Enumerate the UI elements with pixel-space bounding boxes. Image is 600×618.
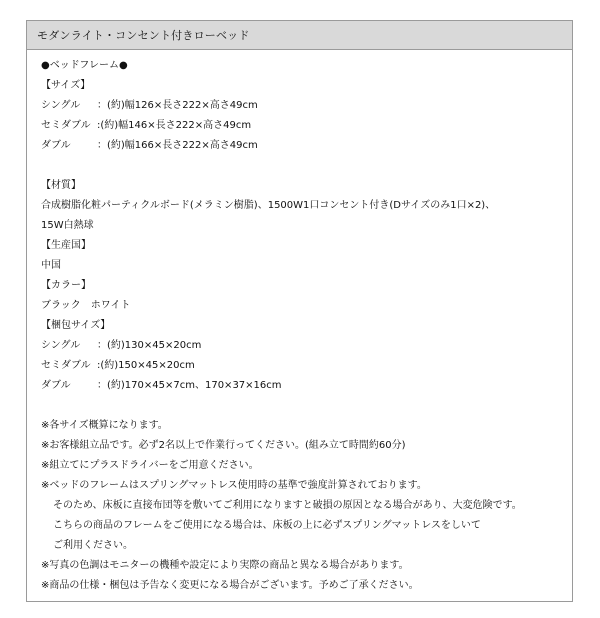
note-3: ※組立てにプラスドライバーをご用意ください。 bbox=[41, 460, 259, 471]
size-label-single: シングル bbox=[41, 100, 81, 111]
package-label-double: ダブル bbox=[41, 380, 71, 391]
size-label-double: ダブル bbox=[41, 140, 71, 151]
size-row-semidouble bbox=[41, 116, 566, 136]
spec-body bbox=[41, 56, 566, 596]
material-line-1: 合成樹脂化粧パーティクルボード(メラミン樹脂)、1500W1口コンセント付き(Dサイズのみ1口×2)、 bbox=[41, 200, 496, 211]
note-1: ※各サイズ概算になります。 bbox=[41, 420, 168, 431]
page-title: モダンライト・コンセント付きローベッド bbox=[37, 29, 250, 42]
size-value-double: ：(約)幅166×長さ222×高さ49cm bbox=[97, 140, 258, 151]
package-value-double: ：(約)170×45×7cm、170×37×16cm bbox=[97, 380, 282, 391]
spec-header bbox=[27, 21, 572, 50]
note-2: ※お客様組立品です。必ず2名以上で作業行ってください。(組み立て時間約60分) bbox=[41, 440, 406, 451]
size-heading: 【サイズ】 bbox=[41, 80, 91, 91]
size-label-semidouble: セミダブル bbox=[41, 120, 91, 131]
package-value-single: ：(約)130×45×20cm bbox=[97, 340, 202, 351]
package-label-semidouble: セミダブル bbox=[41, 360, 91, 371]
size-row-double bbox=[41, 136, 566, 156]
color-heading: 【カラー】 bbox=[41, 280, 91, 291]
spacer bbox=[41, 396, 566, 416]
package-row-semidouble bbox=[41, 356, 566, 376]
material-heading: 【材質】 bbox=[41, 180, 81, 191]
size-row-single bbox=[41, 96, 566, 116]
origin-heading: 【生産国】 bbox=[41, 240, 91, 251]
package-value-semidouble: :(約)150×45×20cm bbox=[97, 360, 195, 371]
package-row-single bbox=[41, 336, 566, 356]
package-row-double bbox=[41, 376, 566, 396]
note-4d: ご利用ください。 bbox=[53, 540, 133, 551]
spec-table bbox=[26, 20, 573, 602]
note-4a: ※ベッドのフレームはスプリングマットレス使用時の基準で強度計算されております。 bbox=[41, 480, 427, 491]
frame-heading: ●ベッドフレーム● bbox=[41, 60, 128, 71]
size-value-semidouble: :(約)幅146×長さ222×高さ49cm bbox=[97, 120, 252, 131]
note-6: ※商品の仕様・梱包は予告なく変更になる場合がございます。予めご了承ください。 bbox=[41, 580, 419, 591]
package-heading: 【梱包サイズ】 bbox=[41, 320, 111, 331]
package-label-single: シングル bbox=[41, 340, 81, 351]
note-4b: そのため、床板に直接布団等を敷いてご利用になりますと破損の原因となる場合があり、大変危険です。 bbox=[53, 500, 522, 511]
size-value-single: ：(約)幅126×長さ222×高さ49cm bbox=[97, 100, 258, 111]
note-5: ※写真の色調はモニターの機種や設定により実際の商品と異なる場合があります。 bbox=[41, 560, 409, 571]
material-line-2: 15W白熱球 bbox=[41, 220, 94, 231]
origin-value: 中国 bbox=[41, 260, 61, 271]
color-value: ブラック ホワイト bbox=[41, 300, 131, 311]
note-4c: こちらの商品のフレームをご使用になる場合は、床板の上に必ずスプリングマットレスをしいて bbox=[53, 520, 481, 531]
spacer bbox=[41, 156, 566, 176]
